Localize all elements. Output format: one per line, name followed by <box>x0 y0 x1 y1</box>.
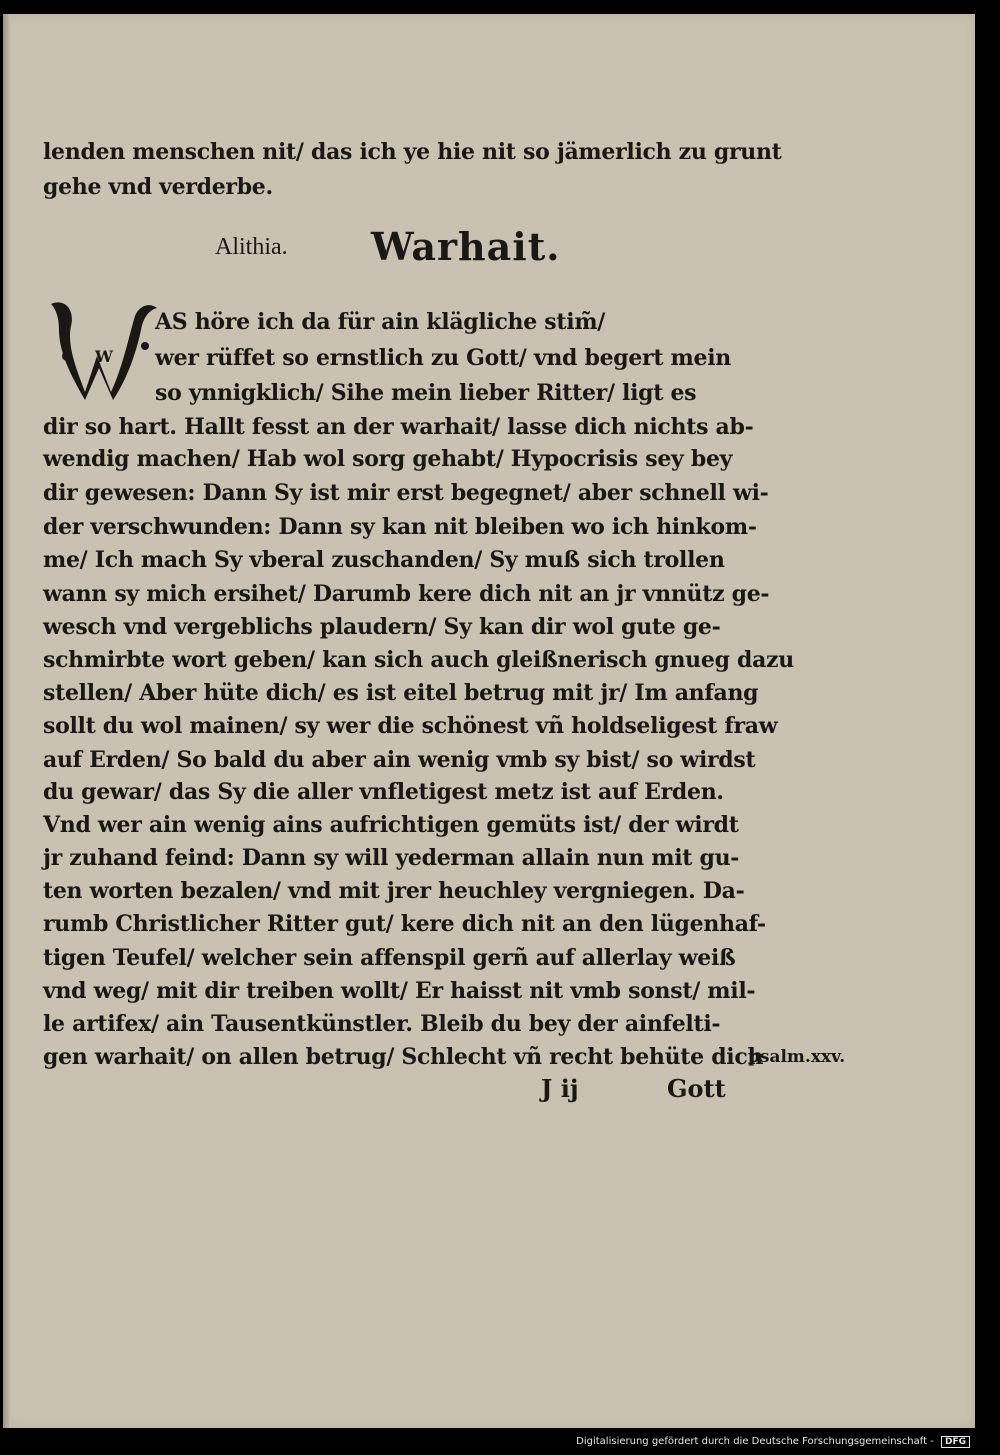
signature-mark: J ij <box>541 1074 579 1103</box>
text-line-10: me/ Ich mach Sy vberal zuschanden/ Sy muß sich trollen <box>43 547 725 573</box>
text-line-18: Vnd wer ain wenig ains aufrichtigen gemüts ist/ der wirdt <box>43 812 739 838</box>
marginal-note: psalm.xxv. <box>748 1047 846 1067</box>
text-line-6: dir so hart. Hallt fesst an der warhait/ lasse dich nichts ab- <box>43 414 754 440</box>
digitization-credit-text: Digitalisierung gefördert durch die Deutsche Forschungsgemeinschaft - <box>576 1436 934 1447</box>
text-line-22: tigen Teufel/ welcher sein affenspil gerñ auf allerlay weiß <box>43 945 736 971</box>
dfg-logo: DFG <box>941 1436 970 1448</box>
text-line-11: wann sy mich ersihet/ Darumb kere dich nit an jr vnnütz ge- <box>43 581 770 607</box>
initial-letter-glyph: W <box>95 347 113 366</box>
book-page <box>3 14 975 1428</box>
text-line-17: du gewar/ das Sy die aller vnfletigest metz ist auf Erden. <box>43 779 724 805</box>
heading-title: Warhait. <box>371 224 561 269</box>
heading-label: Alithia. <box>215 234 288 260</box>
text-line-21: rumb Christlicher Ritter gut/ kere dich nit an den lügenhaf- <box>43 911 766 937</box>
text-line-1: lenden menschen nit/ das ich ye hie nit so jämerlich zu grunt <box>43 139 782 165</box>
text-line-4: wer rüffet so ernstlich zu Gott/ vnd begert mein <box>155 345 731 371</box>
page-gutter-shadow <box>3 14 11 1428</box>
text-line-12: wesch vnd vergeblichs plaudern/ Sy kan dir wol gute ge- <box>43 614 721 640</box>
text-line-24: le artifex/ ain Tausentkünstler. Bleib du bey der ainfelti- <box>43 1011 721 1037</box>
text-line-5: so ynnigklich/ Sihe mein lieber Ritter/ ligt es <box>155 380 697 406</box>
text-line-8: dir gewesen: Dann Sy ist mir erst begegnet/ aber schnell wi- <box>43 480 769 506</box>
decorated-initial-w <box>45 296 163 404</box>
text-line-16: auf Erden/ So bald du aber ain wenig vmb sy bist/ so wirdst <box>43 747 756 773</box>
text-line-2: gehe vnd verderbe. <box>43 174 273 200</box>
text-line-23: vnd weg/ mit dir treiben wollt/ Er haisst nit vmb sonst/ mil- <box>43 978 756 1004</box>
text-line-25: gen warhait/ on allen betrug/ Schlecht vñ recht behüte dich <box>43 1044 764 1070</box>
catchword: Gott <box>667 1074 726 1103</box>
text-line-7: wendig machen/ Hab wol sorg gehabt/ Hypocrisis sey bey <box>43 446 733 472</box>
text-line-14: stellen/ Aber hüte dich/ es ist eitel betrug mit jr/ Im anfang <box>43 680 759 706</box>
text-line-15: sollt du wol mainen/ sy wer die schönest vñ holdseligest fraw <box>43 713 778 739</box>
digitization-credit <box>576 1436 970 1448</box>
text-line-3: AS höre ich da für ain klägliche stim̃/ <box>155 309 606 335</box>
text-line-9: der verschwunden: Dann sy kan nit bleiben wo ich hinkom- <box>43 514 757 540</box>
text-line-13: schmirbte wort geben/ kan sich auch gleißnerisch gnueg dazu <box>43 647 794 673</box>
text-line-19: jr zuhand feind: Dann sy will yederman allain nun mit gu- <box>43 845 740 871</box>
text-line-20: ten worten bezalen/ vnd mit jrer heuchley vergniegen. Da- <box>43 878 745 904</box>
